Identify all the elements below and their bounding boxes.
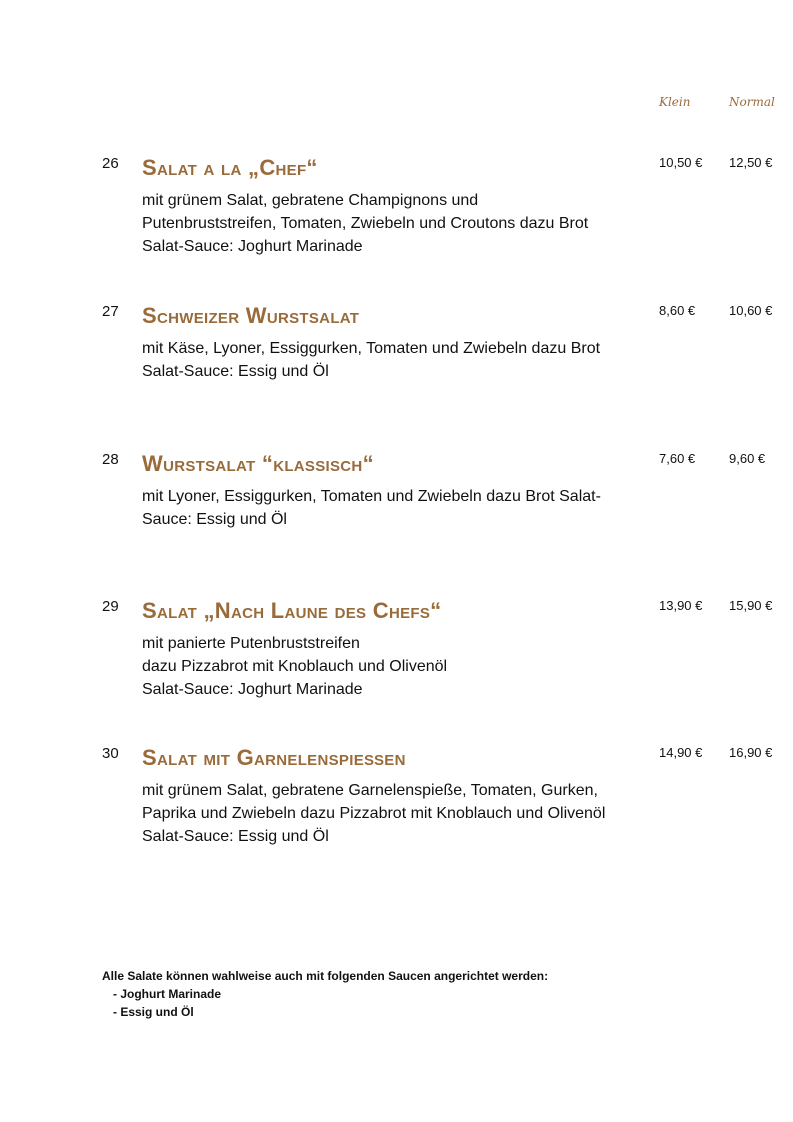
- item-number: 28: [102, 451, 119, 468]
- item-description: [142, 189, 652, 258]
- item-number: 27: [102, 303, 119, 320]
- item-number: 26: [102, 155, 119, 172]
- description-line: mit grünem Salat, gebratene Garnelenspieße, Tomaten, Gurken,: [142, 782, 598, 799]
- description-line: Salat-Sauce: Essig und Öl: [142, 363, 329, 380]
- item-title: Salat mit Garnelenspießen: [142, 745, 406, 770]
- price-normal: 9,60 €: [729, 451, 766, 466]
- item-number: 29: [102, 598, 119, 615]
- item-title: Salat a la „Chef“: [142, 155, 318, 180]
- price-normal: 10,60 €: [729, 303, 773, 318]
- sauce-option: - Essig und Öl: [113, 1005, 194, 1019]
- price-klein: 10,50 €: [659, 155, 703, 170]
- description-line: mit Lyoner, Essiggurken, Tomaten und Zwiebeln dazu Brot Salat-: [142, 488, 601, 505]
- description-line: dazu Pizzabrot mit Knoblauch und Olivenöl: [142, 658, 448, 675]
- price-normal: 16,90 €: [729, 745, 773, 760]
- price-klein: 7,60 €: [659, 451, 696, 466]
- price-normal: 15,90 €: [729, 598, 773, 613]
- description-line: Salat-Sauce: Essig und Öl: [142, 828, 329, 845]
- column-header-klein: Klein: [659, 95, 691, 109]
- description-line: Salat-Sauce: Joghurt Marinade: [142, 238, 363, 255]
- item-description: [142, 485, 652, 531]
- description-line: mit grünem Salat, gebratene Champignons und: [142, 192, 479, 209]
- column-header-normal: Normal: [729, 95, 775, 109]
- item-description: [142, 779, 652, 848]
- price-klein: 14,90 €: [659, 745, 703, 760]
- description-line: Paprika und Zwiebeln dazu Pizzabrot mit Knoblauch und Olivenöl: [142, 805, 606, 822]
- item-description: [142, 337, 652, 383]
- item-description: [142, 632, 652, 701]
- sauce-option: - Joghurt Marinade: [113, 987, 222, 1001]
- item-title: Wurstsalat “klassisch“: [142, 451, 374, 476]
- item-number: 30: [102, 745, 119, 762]
- item-title: Salat „Nach Laune des Chefs“: [142, 598, 442, 623]
- sauce-note: [102, 967, 548, 1021]
- description-line: mit panierte Putenbruststreifen: [142, 635, 360, 652]
- sauce-note-text: Alle Salate können wahlweise auch mit folgenden Saucen angerichtet werden:: [102, 969, 549, 983]
- description-line: Salat-Sauce: Joghurt Marinade: [142, 681, 363, 698]
- description-line: Sauce: Essig und Öl: [142, 511, 287, 528]
- description-line: mit Käse, Lyoner, Essiggurken, Tomaten und Zwiebeln dazu Brot: [142, 340, 601, 357]
- price-normal: 12,50 €: [729, 155, 773, 170]
- price-klein: 13,90 €: [659, 598, 703, 613]
- description-line: Putenbruststreifen, Tomaten, Zwiebeln und Croutons dazu Brot: [142, 215, 589, 232]
- item-title: Schweizer Wurstsalat: [142, 303, 360, 328]
- price-klein: 8,60 €: [659, 303, 696, 318]
